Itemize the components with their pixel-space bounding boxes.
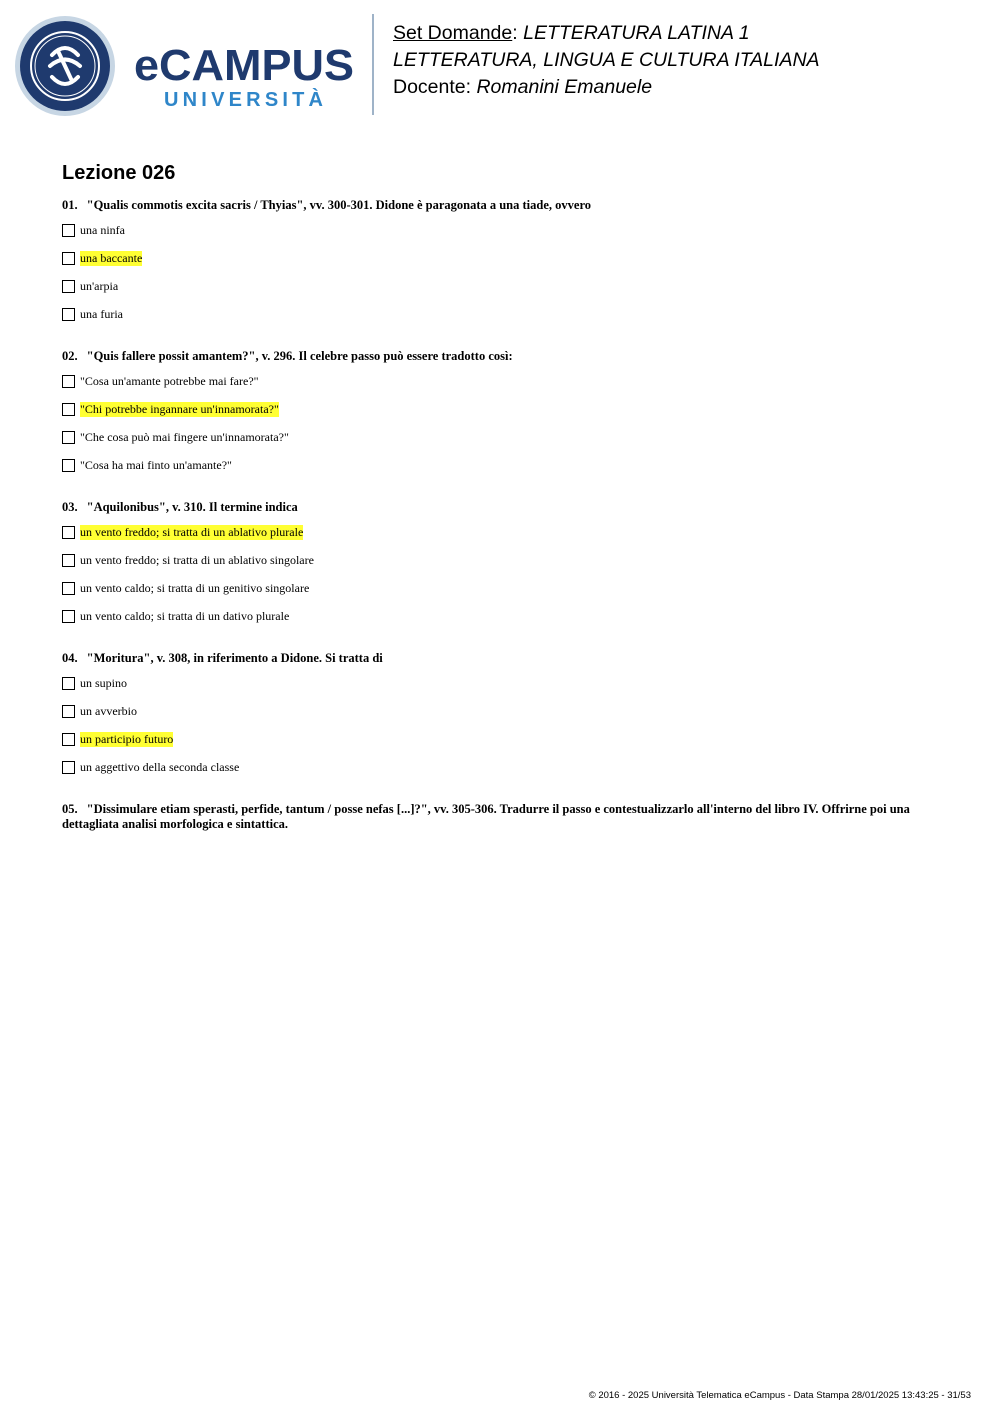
checkbox[interactable] (62, 705, 75, 718)
question-prompt: "Quis fallere possit amantem?", v. 296. Il celebre passo può essere tradotto così: (86, 349, 513, 363)
question-prompt: "Dissimulare etiam sperasti, perfide, tantum / posse nefas [...]?", vv. 305-306. Tradurre il passo e contestualizzarlo all'interno del libro IV. Offrirne poi una dettagliata analisi morfologica e sintattica. (62, 802, 910, 831)
question-03 (62, 500, 942, 632)
program-name: LETTERATURA, LINGUA E CULTURA ITALIANA (393, 49, 820, 71)
question-text (62, 198, 942, 213)
course-name: LETTERATURA LATINA 1 (523, 22, 750, 44)
answer-option[interactable] (62, 755, 942, 783)
checkbox[interactable] (62, 375, 75, 388)
checkbox[interactable] (62, 733, 75, 746)
question-05 (62, 802, 942, 832)
page-footer: © 2016 - 2025 Università Telematica eCampus - Data Stampa 28/01/2025 13:43:25 - 31/53 (588, 1390, 971, 1401)
checkbox[interactable] (62, 403, 75, 416)
answer-option[interactable] (62, 218, 942, 246)
option-label: un'arpia (80, 279, 119, 293)
option-label: un avverbio (80, 704, 137, 718)
page-header (0, 0, 1000, 130)
set-line (393, 20, 820, 47)
checkbox[interactable] (62, 431, 75, 444)
answer-option[interactable] (62, 671, 942, 699)
option-label: un vento caldo; si tratta di un genitivo singolare (80, 581, 310, 595)
option-label: una furia (80, 307, 123, 321)
answer-option[interactable] (62, 548, 942, 576)
checkbox[interactable] (62, 308, 75, 321)
set-label: Set Domande (393, 22, 513, 44)
teacher-label: Docente: (393, 76, 477, 98)
teacher-name: Romanini Emanuele (476, 76, 653, 98)
question-number: 03. (62, 500, 78, 514)
answer-option[interactable] (62, 397, 942, 425)
option-label: una ninfa (80, 223, 125, 237)
checkbox[interactable] (62, 610, 75, 623)
answer-option[interactable] (62, 425, 942, 453)
question-01 (62, 198, 942, 330)
question-text (62, 500, 942, 515)
option-label-highlighted: un participio futuro (80, 732, 174, 746)
question-text (62, 802, 942, 832)
option-label: "Cosa ha mai finto un'amante?" (80, 458, 232, 472)
ecampus-seal-logo (14, 15, 116, 117)
option-label-highlighted: "Chi potrebbe ingannare un'innamorata?" (80, 402, 279, 416)
answer-option[interactable] (62, 727, 942, 755)
checkbox[interactable] (62, 582, 75, 595)
question-text (62, 651, 942, 666)
option-label-highlighted: un vento freddo; si tratta di un ablativo plurale (80, 525, 304, 539)
question-prompt: "Aquilonibus", v. 310. Il termine indica (86, 500, 298, 514)
ecampus-wordmark-logo (134, 40, 356, 112)
option-label: "Cosa un'amante potrebbe mai fare?" (80, 374, 259, 388)
checkbox[interactable] (62, 554, 75, 567)
set-colon: : (512, 22, 524, 44)
question-number: 02. (62, 349, 78, 363)
header-info (393, 20, 820, 101)
option-label: "Che cosa può mai fingere un'innamorata?" (80, 430, 289, 444)
answer-option[interactable] (62, 302, 942, 330)
answer-option[interactable] (62, 699, 942, 727)
option-label: un supino (80, 676, 128, 690)
answer-option[interactable] (62, 576, 942, 604)
checkbox[interactable] (62, 761, 75, 774)
checkbox[interactable] (62, 459, 75, 472)
option-label: un vento freddo; si tratta di un ablativo singolare (80, 553, 314, 567)
question-number: 04. (62, 651, 78, 665)
checkbox[interactable] (62, 280, 75, 293)
option-label-highlighted: una baccante (80, 251, 143, 265)
question-04 (62, 651, 942, 783)
checkbox[interactable] (62, 526, 75, 539)
question-prompt: "Moritura", v. 308, in riferimento a Didone. Si tratta di (86, 651, 383, 665)
answer-option[interactable] (62, 246, 942, 274)
teacher-line (393, 74, 820, 101)
question-number: 01. (62, 198, 78, 212)
option-label: un vento caldo; si tratta di un dativo plurale (80, 609, 290, 623)
question-prompt: "Qualis commotis excita sacris / Thyias", vv. 300-301. Didone è paragonata a una tiade, ovvero (86, 198, 592, 212)
checkbox[interactable] (62, 677, 75, 690)
answer-option[interactable] (62, 604, 942, 632)
answer-option[interactable] (62, 274, 942, 302)
question-number: 05. (62, 802, 78, 816)
option-label: un aggettivo della seconda classe (80, 760, 240, 774)
logo-brand: eCAMPUS (134, 41, 354, 90)
header-divider (372, 14, 374, 115)
logo-subtitle: UNIVERSITÀ (164, 89, 326, 111)
checkbox[interactable] (62, 252, 75, 265)
question-02 (62, 349, 942, 481)
checkbox[interactable] (62, 224, 75, 237)
answer-option[interactable] (62, 369, 942, 397)
answer-option[interactable] (62, 520, 942, 548)
answer-option[interactable] (62, 453, 942, 481)
lesson-title: Lezione 026 (62, 162, 176, 184)
question-text (62, 349, 942, 364)
